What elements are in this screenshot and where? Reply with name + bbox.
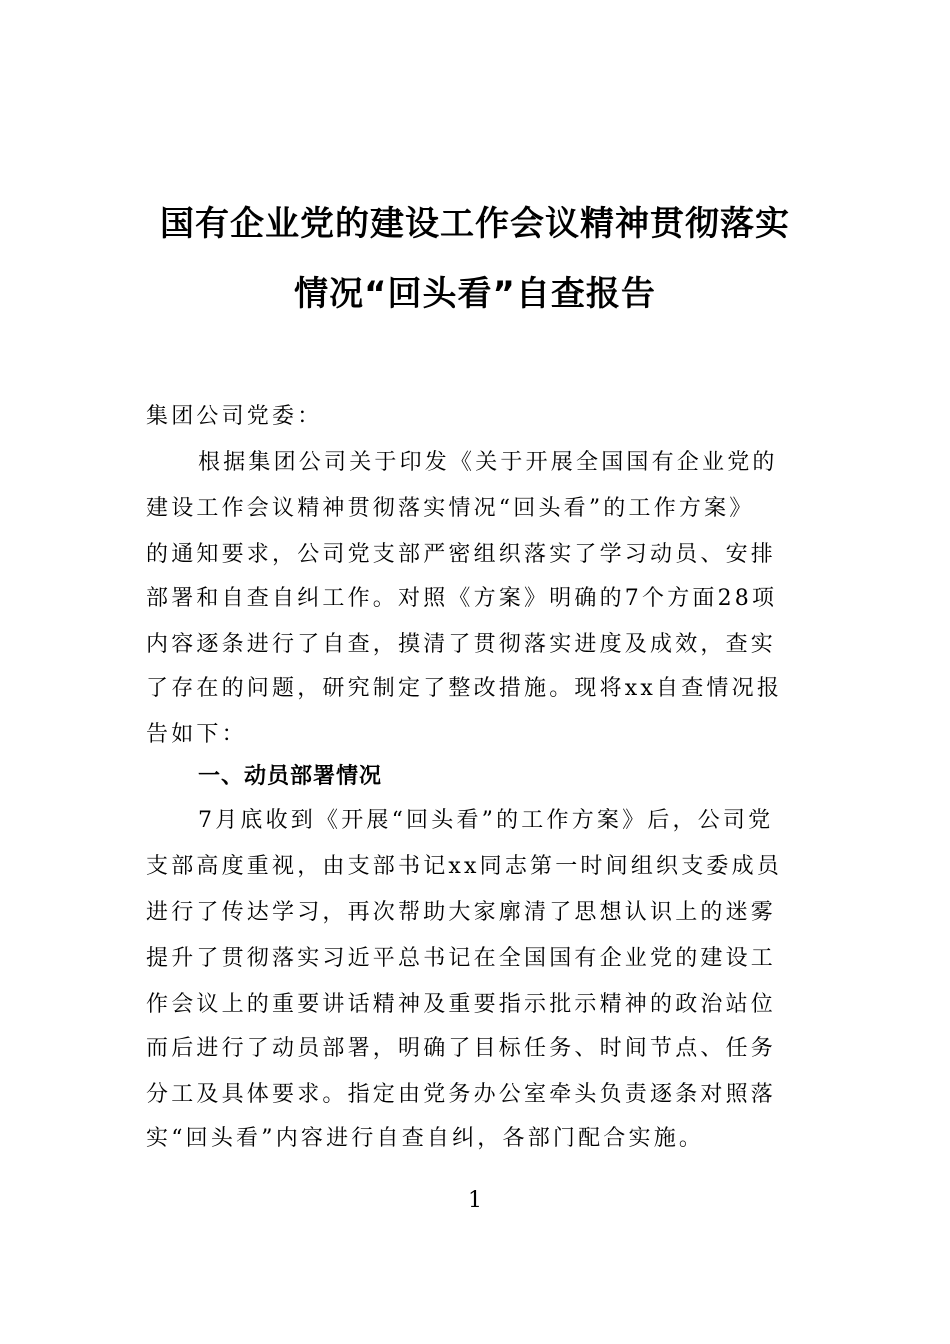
paragraph-2-line: 作会议上的重要讲话精神及重要指示批示精神的政治站位 [146, 992, 777, 1017]
paragraph-2-line: 7月底收到《开展“回头看”的工作方案》后，公司党 [198, 808, 774, 833]
paragraph-2-line: 分工及具体要求。指定由党务办公室牵头负责逐条对照落 [146, 1082, 777, 1107]
paragraph-1-line: 部署和自查自纠工作。对照《方案》明确的7个方面28项 [146, 586, 778, 611]
section-heading: 一、动员部署情况 [198, 764, 383, 789]
paragraph-2-line: 实“回头看”内容进行自查自纠，各部门配合实施。 [146, 1126, 705, 1151]
page-number: 1 [468, 1188, 482, 1213]
paragraph-2-line: 支部高度重视，由支部书记xx同志第一时间组织支委成员 [146, 854, 783, 879]
paragraph-1-line: 建设工作会议精神贯彻落实情况“回头看”的工作方案》 [146, 496, 755, 521]
paragraph-2-line: 进行了传达学习，再次帮助大家廓清了思想认识上的迷雾 [146, 900, 777, 925]
salutation: 集团公司党委： [146, 404, 323, 429]
document-title-line-2: 情况“回头看”自查报告 [294, 274, 656, 314]
paragraph-2-line: 提升了贯彻落实习近平总书记在全国国有企业党的建设工 [146, 946, 777, 971]
document-body [146, 402, 806, 1162]
paragraph-1-line: 根据集团公司关于印发《关于开展全国国有企业党的 [198, 450, 778, 475]
paragraph-1-line: 了存在的问题，研究制定了整改措施。现将xx自查情况报 [146, 676, 783, 701]
paragraph-1-line: 告如下： [146, 722, 247, 747]
paragraph-1-line: 的通知要求，公司党支部严密组织落实了学习动员、安排 [146, 542, 777, 567]
paragraph-1-line: 内容逐条进行了自查，摸清了贯彻落实进度及成效，查实 [146, 632, 777, 657]
document-title-line-1: 国有企业党的建设工作会议精神贯彻落实 [160, 204, 790, 244]
paragraph-2-line: 而后进行了动员部署，明确了目标任务、时间节点、任务 [146, 1036, 777, 1061]
